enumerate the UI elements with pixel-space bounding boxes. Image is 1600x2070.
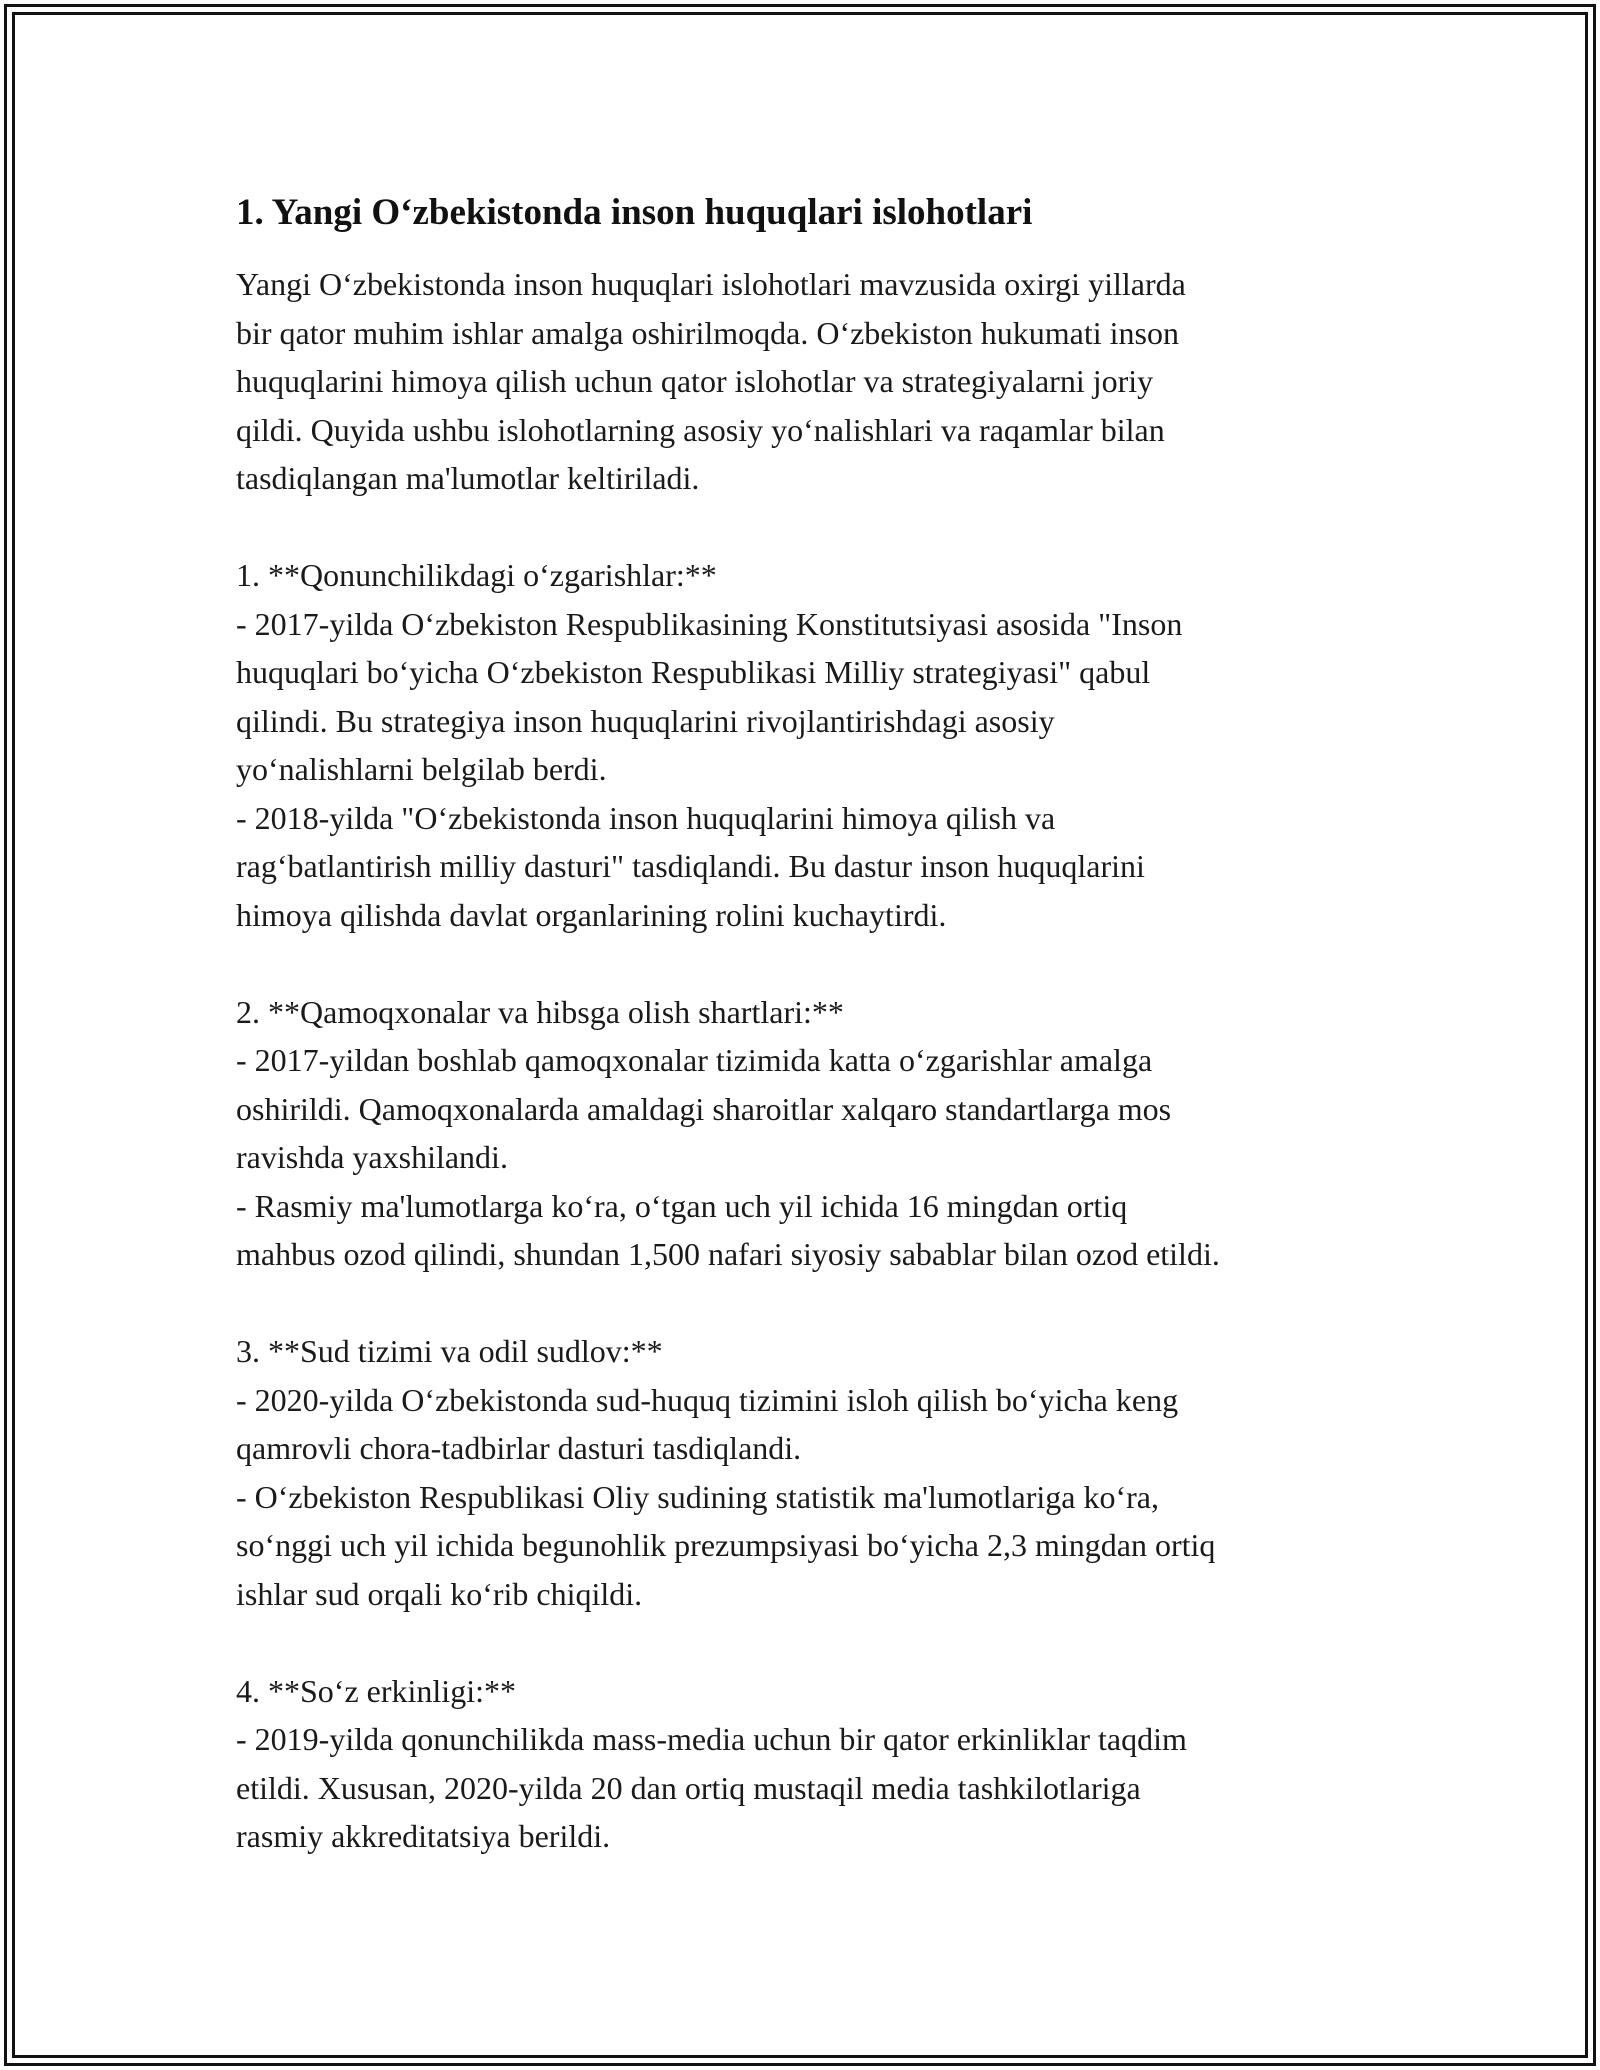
document-title: 1. Yangi O‘zbekistonda inson huquqlari islohotlari	[236, 192, 1033, 233]
section-3-body: - 2020-yilda O‘zbekistonda sud-huquq tizimini isloh qilish bo‘yicha keng qamrovli chora-tadbirlar dasturi tasdiqlandi. - O‘zbekiston Respublikasi Oliy sudining statistik ma'lumotlariga ko‘ra, so‘nggi uch yil ichida begunohlik prezumpsiyasi bo‘yicha 2,3 mingdan ortiq ishlar sud orqali ko‘rib chiqildi.	[236, 1381, 1216, 1612]
paragraph-gap	[236, 503, 1386, 552]
document-body	[236, 188, 1386, 1861]
paragraph-gap	[236, 1279, 1386, 1328]
intro-paragraph: Yangi O‘zbekistonda inson huquqlari islohotlari mavzusida oxirgi yillarda bir qator muhim ishlar amalga oshirilmoqda. O‘zbekiston hukumati inson huquqlarini himoya qilish uchun qator islohotlar va strategiyalarni joriy qildi. Quyida ushbu islohotlarning asosiy yo‘nalishlari va raqamlar bilan tasdiqlangan ma'lumotlar keltiriladi.	[236, 266, 1186, 496]
section-3-heading: 3. **Sud tizimi va odil sudlov:**	[236, 1333, 663, 1369]
section-1-body: - 2017-yilda O‘zbekiston Respublikasining Konstitutsiyasi asosida "Inson huquqlari bo‘yicha O‘zbekiston Respublikasi Milliy strategiyasi" qabul qilindi. Bu strategiya inson huquqlarini rivojlantirishdagi asosiy yo‘nalishlarni belgilab berdi. - 2018-yilda "O‘zbekistonda inson huquqlarini himoya qilish va rag‘batlantirish milliy dasturi" tasdiqlandi. Bu dastur inson huquqlarini himoya qilishda davlat organlarining rolini kuchaytirdi.	[236, 605, 1183, 933]
paragraph-gap	[236, 1618, 1386, 1667]
section-1-heading: 1. **Qonunchilikdagi o‘zgarishlar:**	[236, 557, 717, 593]
section-4-heading: 4. **So‘z erkinligi:**	[236, 1672, 516, 1709]
paragraph-gap	[236, 939, 1386, 988]
section-2-body: - 2017-yildan boshlab qamoqxonalar tizimida katta o‘zgarishlar amalga oshirildi. Qamoqxonalarda amaldagi sharoitlar xalqaro standartlarga mos ravishda yaxshilandi. - Rasmiy ma'lumotlarga ko‘ra, o‘tgan uch yil ichida 16 mingdan ortiq mahbus ozod qilindi, shundan 1,500 nafari siyosiy sabablar bilan ozod etildi.	[236, 1042, 1220, 1272]
section-2-heading: 2. **Qamoqxonalar va hibsga olish shartlari:**	[236, 993, 844, 1030]
section-4-body: - 2019-yilda qonunchilikda mass-media uchun bir qator erkinliklar taqdim etildi. Xususan, 2020-yilda 20 dan ortiq mustaqil media tashkilotlariga rasmiy akkreditatsiya berildi.	[236, 1721, 1187, 1854]
